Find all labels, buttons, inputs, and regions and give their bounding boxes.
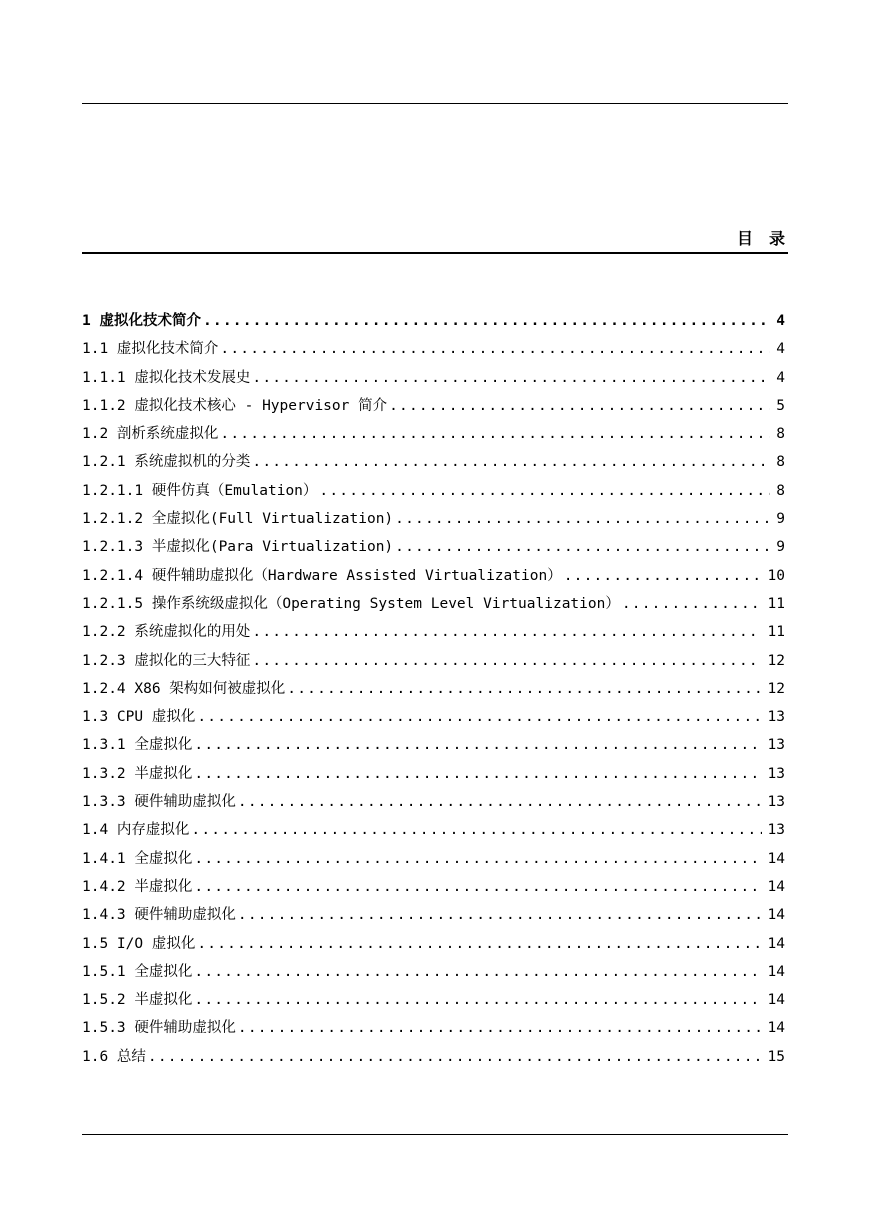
footer-rule [82, 1134, 788, 1135]
toc-leader-dots [194, 986, 761, 1014]
toc-entry[interactable] [82, 505, 785, 533]
toc-entry-title: 1.1.1 虚拟化技术发展史 [82, 369, 251, 386]
toc-leader-dots [194, 760, 761, 788]
toc-entry[interactable] [82, 731, 785, 759]
toc-entry-page: 10 [767, 567, 785, 584]
toc-entry-title: 1.2.1.1 硬件仿真（Emulation） [82, 482, 318, 499]
toc-entry-title: 1.1.2 虚拟化技术核心 - Hypervisor 简介 [82, 397, 388, 414]
toc-entry-page: 13 [767, 794, 785, 811]
toc-entry[interactable] [82, 533, 785, 561]
toc-leader-dots [238, 1014, 762, 1042]
toc-leader-dots [319, 477, 770, 505]
toc-entry-page: 14 [767, 1020, 785, 1037]
toc-entry[interactable] [82, 816, 785, 844]
toc-leader-dots [220, 335, 770, 363]
toc-entry-title: 1.2.1.2 全虚拟化(Full Virtualization) [82, 511, 394, 528]
toc-leader-dots [252, 647, 761, 675]
toc-entry[interactable] [82, 335, 785, 363]
header-rule [82, 103, 788, 104]
toc-entry-page: 8 [776, 454, 785, 471]
toc-entry-title: 1.2.4 X86 架构如何被虚拟化 [82, 680, 286, 697]
toc-entry-title: 1.5.2 半虚拟化 [82, 992, 193, 1009]
toc-entry-title: 1.1 虚拟化技术简介 [82, 341, 219, 358]
toc-entry-title: 1.2 剖析系统虚拟化 [82, 426, 219, 443]
toc-entry-title: 1.2.1.5 操作系统级虚拟化（Operating System Level Virtualization） [82, 595, 620, 612]
toc-entry[interactable] [82, 307, 785, 335]
toc-leader-dots [203, 307, 770, 335]
toc-leader-dots [238, 788, 762, 816]
toc-title-rule [82, 252, 788, 254]
toc-entry-title: 1 虚拟化技术简介 [82, 313, 201, 329]
toc-entry-title: 1.5.3 硬件辅助虚拟化 [82, 1020, 236, 1037]
toc-entry[interactable] [82, 477, 785, 505]
toc-entry[interactable] [82, 788, 785, 816]
toc-entry-page: 4 [776, 313, 785, 329]
toc-leader-dots [252, 364, 770, 392]
toc-entry-page: 4 [776, 341, 785, 358]
toc-entry[interactable] [82, 845, 785, 873]
toc-entry-title: 1.2.1.3 半虚拟化(Para Virtualization) [82, 539, 394, 556]
toc-entry[interactable] [82, 760, 785, 788]
toc-entry-page: 13 [767, 822, 785, 839]
toc-leader-dots [252, 618, 761, 646]
toc-leader-dots [148, 1043, 762, 1071]
toc-entry-page: 12 [767, 680, 785, 697]
toc-entry-page: 9 [776, 511, 785, 528]
toc-entry-page: 14 [767, 850, 785, 867]
toc-entry[interactable] [82, 873, 785, 901]
toc-entry[interactable] [82, 986, 785, 1014]
toc-entry[interactable] [82, 420, 785, 448]
toc-entry-title: 1.6 总结 [82, 1048, 146, 1065]
toc-entry-page: 11 [767, 595, 785, 612]
toc-entry-title: 1.2.3 虚拟化的三大特征 [82, 652, 251, 669]
toc-leader-dots [194, 845, 761, 873]
toc-entry-title: 1.4.1 全虚拟化 [82, 850, 193, 867]
toc-entry-title: 1.5.1 全虚拟化 [82, 963, 193, 980]
toc-entry-page: 14 [767, 878, 785, 895]
toc-entry-page: 4 [776, 369, 785, 386]
toc-entry[interactable] [82, 901, 785, 929]
toc-leader-dots [287, 675, 761, 703]
toc-entry-title: 1.2.1.4 硬件辅助虚拟化（Hardware Assisted Virtualization） [82, 567, 562, 584]
toc-entry-page: 15 [767, 1048, 785, 1065]
toc-entry[interactable] [82, 958, 785, 986]
toc-leader-dots [191, 816, 761, 844]
toc-leader-dots [197, 930, 761, 958]
toc-entry-page: 14 [767, 963, 785, 980]
toc-leader-dots [395, 505, 770, 533]
toc-entry-page: 12 [767, 652, 785, 669]
toc-entry-title: 1.4.3 硬件辅助虚拟化 [82, 907, 236, 924]
toc-entry-page: 14 [767, 935, 785, 952]
toc-leader-dots [220, 420, 770, 448]
toc-entry-page: 5 [776, 397, 785, 414]
toc-entry-page: 8 [776, 426, 785, 443]
toc-entry[interactable] [82, 364, 785, 392]
toc-leader-dots [395, 533, 770, 561]
toc-entry[interactable] [82, 703, 785, 731]
toc-entry[interactable] [82, 1043, 785, 1071]
toc-entry-page: 14 [767, 992, 785, 1009]
toc-entry[interactable] [82, 930, 785, 958]
toc-leader-dots [238, 901, 762, 929]
toc-entry[interactable] [82, 647, 785, 675]
toc-entry-page: 13 [767, 709, 785, 726]
toc-entry[interactable] [82, 675, 785, 703]
toc-entry-page: 9 [776, 539, 785, 556]
toc-entry[interactable] [82, 1014, 785, 1042]
toc-entry[interactable] [82, 618, 785, 646]
toc-leader-dots [252, 448, 770, 476]
toc-entry-page: 8 [776, 482, 785, 499]
toc-entry-page: 13 [767, 765, 785, 782]
toc-entry-page: 11 [767, 624, 785, 641]
toc-entry-title: 1.3.3 硬件辅助虚拟化 [82, 794, 236, 811]
toc-entry[interactable] [82, 562, 785, 590]
toc-leader-dots [389, 392, 770, 420]
toc-entry-title: 1.4 内存虚拟化 [82, 822, 190, 839]
toc-leader-dots [194, 731, 761, 759]
toc-entry[interactable] [82, 590, 785, 618]
toc-entry-page: 13 [767, 737, 785, 754]
toc-entry-title: 1.4.2 半虚拟化 [82, 878, 193, 895]
toc-leader-dots [564, 562, 762, 590]
toc-entry[interactable] [82, 392, 785, 420]
toc-leader-dots [197, 703, 761, 731]
toc-title: 目 录 [736, 229, 785, 248]
toc-leader-dots [194, 958, 761, 986]
toc-entry-page: 14 [767, 907, 785, 924]
toc-list [82, 307, 785, 1071]
toc-entry[interactable] [82, 448, 785, 476]
toc-entry-title: 1.3 CPU 虚拟化 [82, 709, 196, 726]
toc-entry-title: 1.2.2 系统虚拟化的用处 [82, 624, 251, 641]
toc-entry-title: 1.3.1 全虚拟化 [82, 737, 193, 754]
toc-leader-dots [622, 590, 762, 618]
toc-leader-dots [194, 873, 761, 901]
toc-entry-title: 1.5 I/O 虚拟化 [82, 935, 196, 952]
toc-entry-title: 1.3.2 半虚拟化 [82, 765, 193, 782]
toc-entry-title: 1.2.1 系统虚拟机的分类 [82, 454, 251, 471]
